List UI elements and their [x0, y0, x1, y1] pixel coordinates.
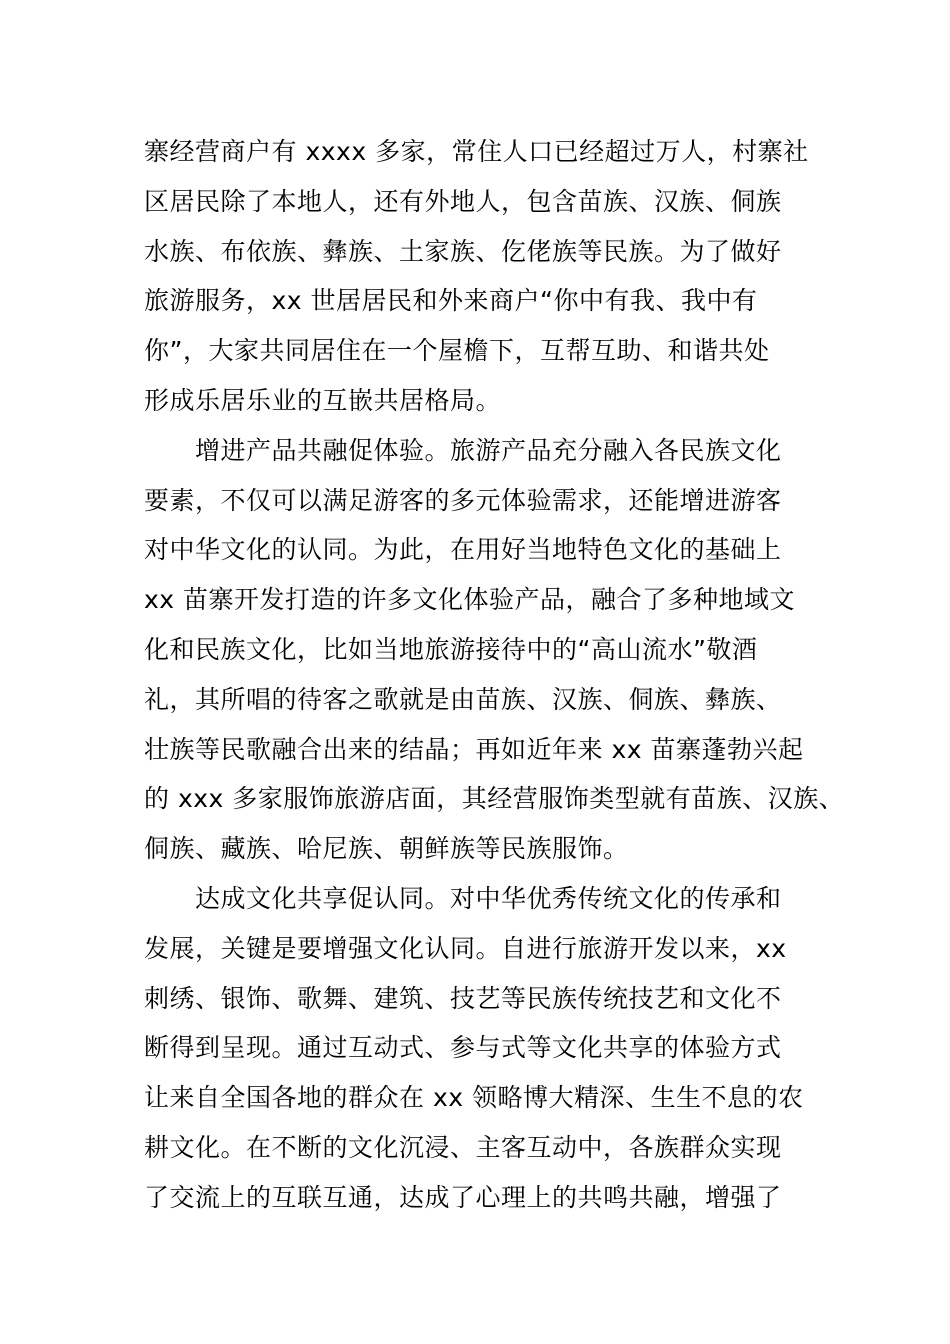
text-line: 了交流上的互联互通，达成了心理上的共鸣共融，增强了	[144, 1182, 782, 1212]
text-line: 刺绣、银饰、歌舞、建筑、技艺等民族传统技艺和文化不	[144, 983, 782, 1013]
text-line: 寨经营商户有 xxxx 多家，常住人口已经超过万人，村寨社	[144, 137, 809, 166]
text-line: 发展，关键是要增强文化认同。自进行旅游开发以来，xx	[144, 933, 787, 963]
text-line: xx 苗寨开发打造的许多文化体验产品，融合了多种地域文	[144, 585, 796, 615]
text-line: 壮族等民歌融合出来的结晶；再如近年来 xx 苗寨蓬勃兴起	[144, 734, 804, 764]
text-line: 形成乐居乐业的互嵌共居格局。	[144, 385, 502, 415]
text-line: 的 xxx 多家服饰旅游店面，其经营服饰类型就有苗族、汉族、	[144, 784, 845, 814]
text-line: 对中华文化的认同。为此，在用好当地特色文化的基础上	[144, 535, 782, 565]
text-line: 断得到呈现。通过互动式、参与式等文化共享的体验方式	[144, 1033, 782, 1063]
text-line: 礼，其所唱的待客之歌就是由苗族、汉族、侗族、彝族、	[144, 684, 782, 714]
text-line: 要素，不仅可以满足游客的多元体验需求，还能增进游客	[144, 485, 782, 515]
text-line: 区居民除了本地人，还有外地人，包含苗族、汉族、侗族	[144, 186, 782, 216]
text-line: 让来自全国各地的群众在 xx 领略博大精深、生生不息的农	[144, 1083, 804, 1113]
paragraph-heading-line: 增进产品共融促体验。旅游产品充分融入各民族文化	[195, 435, 782, 465]
text-line: 耕文化。在不断的文化沉浸、主客互动中，各族群众实现	[144, 1132, 782, 1162]
text-line: 化和民族文化，比如当地旅游接待中的“高山流水”敬酒	[144, 634, 758, 664]
text-line: 水族、布依族、彝族、土家族、仡佬族等民族。为了做好	[144, 236, 782, 266]
body-text	[144, 127, 844, 1223]
text-line: 你”，大家共同居住在一个屋檐下，互帮互助、和谐共处	[144, 336, 770, 366]
paragraph-heading-line: 达成文化共享促认同。对中华优秀传统文化的传承和	[195, 883, 782, 913]
text-line: 旅游服务，xx 世居居民和外来商户“你中有我、我中有	[144, 286, 758, 316]
text-line: 侗族、藏族、哈尼族、朝鲜族等民族服饰。	[144, 834, 629, 864]
